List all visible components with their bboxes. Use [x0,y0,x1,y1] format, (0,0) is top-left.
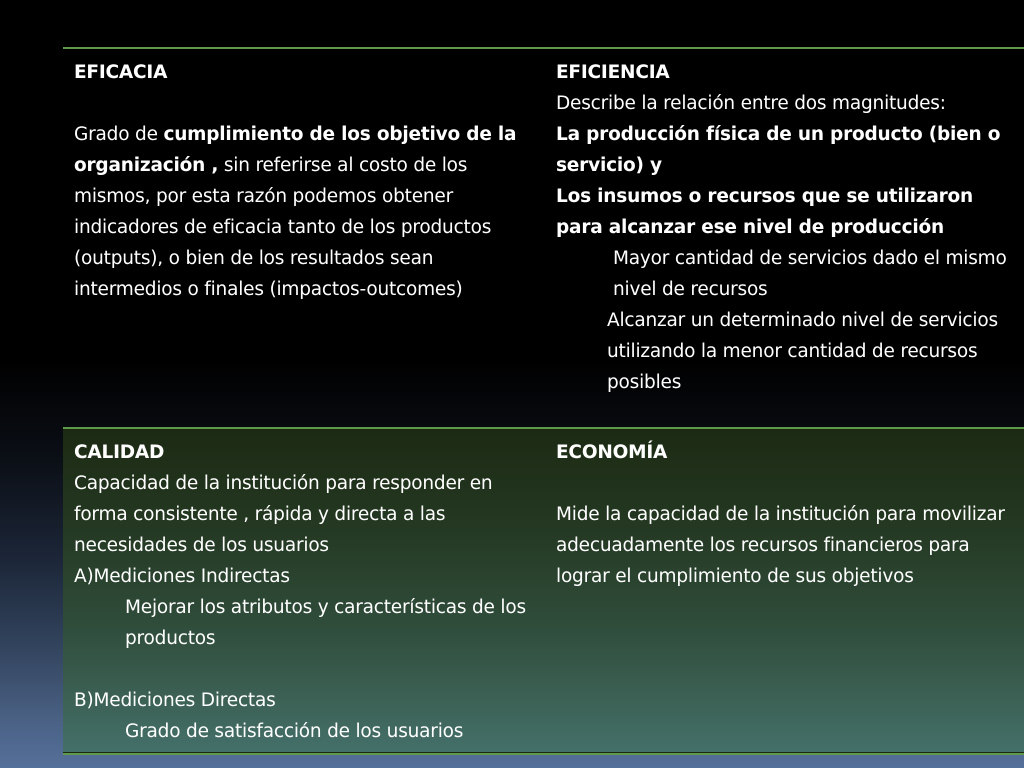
cell-calidad [63,428,545,754]
heading-economia: ECONOMÍA [556,442,668,463]
cell-eficiencia [545,48,1024,428]
text-economia: Mide la capacidad de la institución para movilizar adecuadamente los recursos financieros para lograr el cumplimiento de sus objetivos [556,504,1005,587]
heading-eficiencia: EFICIENCIA [556,62,670,83]
text-calidad-sub-b-item: Grado de satisfacción de los usuarios [125,721,464,742]
text-calidad-sub-a: A)Mediciones Indirectas [74,566,290,587]
table-row [63,428,1024,754]
text-calidad-sub-b: B)Mediciones Directas [74,690,276,711]
heading-eficacia: EFICACIA [74,62,168,83]
text-eficiencia-item-1: Mayor cantidad de servicios dado el mismo nivel de recursos [613,248,1007,300]
text-eficiencia-bold-1: La producción física de un producto (bien o servicio) y [556,124,1001,176]
text-eficiencia-intro: Describe la relación entre dos magnitudes: [556,93,946,114]
text-eficacia-rest: sin referirse al costo de los mismos, por esta razón podemos obtener indicadores de eficacia tanto de los productos (outputs), o bien de los resultados sean intermedios o finales (impactos-outcomes) [74,155,492,300]
text-eficacia-prefix: Grado de [74,124,164,145]
table-row [63,48,1024,428]
definitions-table [63,47,1024,755]
text-calidad-sub-a-item: Mejorar los atributos y características de los productos [125,597,526,649]
cell-eficacia [63,48,545,428]
text-eficacia [74,119,535,305]
text-eficiencia-item-2: Alcanzar un determinado nivel de servicios utilizando la menor cantidad de recursos posibles [607,310,998,393]
text-eficiencia-bold-2: Los insumos o recursos que se utilizaron para alcanzar ese nivel de producción [556,186,974,238]
cell-economia [545,428,1024,754]
text-eficacia-bold: cumplimiento de los objetivo de la organización , [74,124,517,176]
heading-calidad: CALIDAD [74,442,165,463]
text-calidad-intro: Capacidad de la institución para responder en forma consistente , rápida y directa a las necesidades de los usuarios [74,473,493,556]
